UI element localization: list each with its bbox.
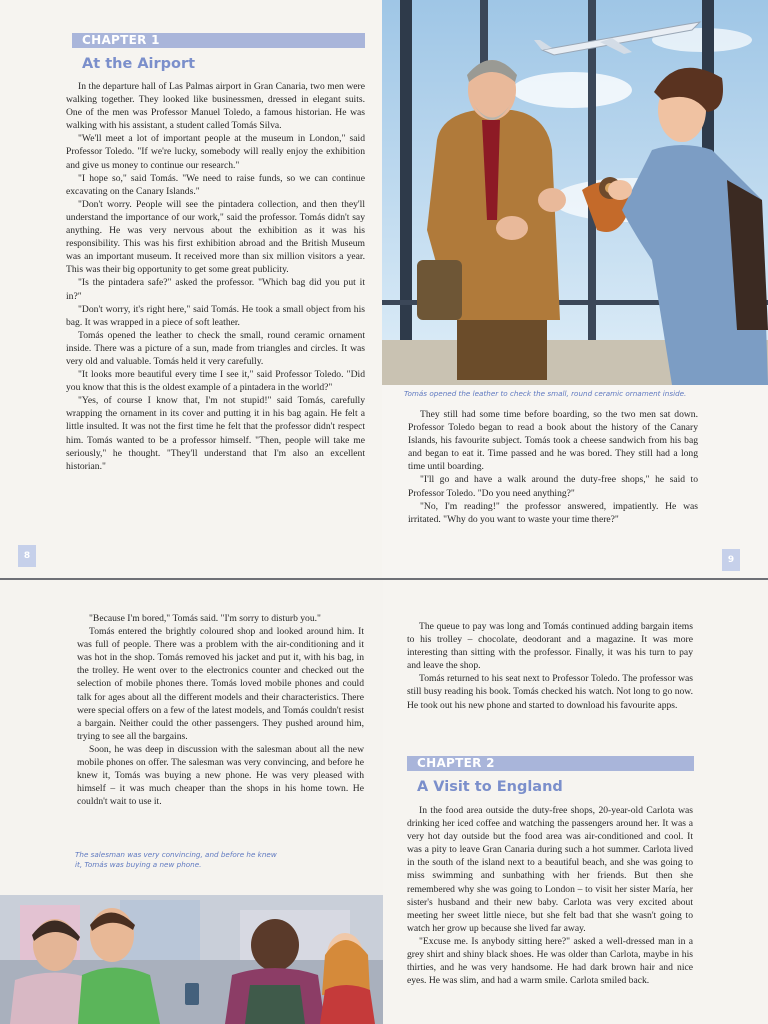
paragraph: "Yes, of course I know that, I'm not stupid!" said Tomás, carefully wrapping the ornament in its cover and putting it in his bag again. He felt a little insulted. It was not the first time he felt that the professor didn't respect him. Tomás wanted to be a professor himself. "Then, people will take me seriously," he thought. "They'll understand that I'm also an excellent historian." [66, 395, 365, 472]
page-number: 8 [18, 545, 36, 567]
paragraph: "It looks more beautiful every time I see it," said Professor Toledo. "Did you know that this is the oldest example of a pintadera in the world?" [66, 369, 365, 394]
paragraph: "Don't worry. People will see the pintadera collection, and then they'll understand the importance of our work," said the professor. Tomás didn't say anything. He was very nervous about the exhibition as it was his responsibility. This was his first exhibition abroad and the British Museum was an important museum. It received more than six million visitors a year. This was their big opportunity to get some great publicity. [66, 198, 365, 276]
illustration-shop-scene [0, 875, 383, 1024]
paragraph: "Because I'm bored," Tomás said. "I'm sorry to disturb you." [89, 613, 321, 624]
chapter-2-label: CHAPTER 2 [407, 756, 694, 771]
paragraph: "Don't worry, it's right here," said Tomás. He took a small object from his bag. It was wrapped in a piece of soft leather. [66, 303, 365, 328]
chapter-2-body [407, 804, 693, 987]
page-10 [0, 580, 383, 1024]
illustration-caption: The salesman was very convincing, and before he knew it, Tomás was buying a new phone. [75, 850, 277, 869]
paragraph: Tomás entered the brightly coloured shop and looked around him. It was full of people. There was a problem with the air-conditioning and it was hot in the shop. Tomás removed his jacket and put it, with his bag, in the trolley. He went over to the electronics counter and checked out the selection of mobile phones there. Tomás loved mobile phones and could talk for ages about all the different models and their characteristics. There were special offers on a few of the latest models, and Tomás couldn't resist a bargain. Neither could the other passengers. They pushed around him, trying to see all the bargains. [77, 626, 364, 742]
paragraph: Tomás opened the leather to check the small, round ceramic ornament inside. There was a picture of a sun, made from triangles and circles. It was very old and valuable. Tomás held it very carefully. [66, 329, 365, 367]
paragraph: Tomás returned to his seat next to Professor Toledo. The professor was still busy reading his book. Tomás checked his watch. Not long to go now. He took out his new phone and started to download his favourite apps. [407, 673, 693, 711]
chapter-2-title: A Visit to England [417, 779, 563, 795]
paragraph: They still had some time before boarding, so the two men sat down. Professor Toledo began to read a book about the history of the Canary Islands, his favourite subject. Tomás took a cheese sandwich from his bag and began to eat it. Time passed and he was bored. They still had a long time until boarding. [408, 409, 698, 473]
illustration-caption: Tomás opened the leather to check the small, round ceramic ornament inside. [404, 389, 687, 398]
page-10-body [77, 612, 364, 808]
paragraph: Soon, he was deep in discussion with the salesman about all the new mobile phones on offer. The salesman was very convincing, and before he knew it, Tomás was buying a new phone. He was very pleased with himself – it was much cheaper than the shops in his home town. He couldn't wait to use it. [77, 743, 364, 808]
chapter-1-label: CHAPTER 1 [72, 33, 365, 48]
page-9-body [408, 408, 698, 526]
page-11-body [407, 620, 693, 712]
paragraph: In the departure hall of Las Palmas airport in Gran Canaria, two men were walking together. They looked like businessmen, dressed in elegant suits. One of the men was Professor Manuel Toledo, a famous historian. He was walking with his assistant, a student called Tomás Silva. [66, 81, 365, 132]
page-8 [0, 0, 382, 578]
chapter-1-title: At the Airport [82, 56, 196, 72]
paragraph: "Excuse me. Is anybody sitting here?" asked a well-dressed man in a grey shirt and shiny black shoes. He was older than Carlota, maybe in his thirties, and he was very handsome. He had dark brown hair and nice eyes. He was slim, and had a warm smile. Carlota smiled back. [407, 935, 693, 987]
paragraph: "I'll go and have a walk around the duty-free shops," he said to Professor Toledo. "Do you need anything?" [408, 474, 698, 499]
page-11 [383, 580, 768, 1024]
page-number: 9 [722, 549, 740, 571]
paragraph: In the food area outside the duty-free shops, 20-year-old Carlota was drinking her iced coffee and watching the passengers around her. It was a very hot day outside but the food area was air-conditioned and cool. It was a pity to leave Gran Canaria during such a hot summer. Carlota lived in the south of the island next to a beautiful beach, and she was going to miss swimming and sunbathing with her friends. But then she remembered why she was going to London – to visit her sister María, her sister's husband and their new baby. Carlota was very excited about meeting her sweet little niece, but she felt bad that she wasn't going to watch her grow up because she lived far away. [407, 805, 693, 934]
page-9 [382, 0, 768, 578]
illustration-airport-scene [382, 0, 768, 385]
chapter-1-body [66, 80, 365, 473]
paragraph: "Is the pintadera safe?" asked the professor. "Which bag did you put it in?" [66, 277, 365, 302]
paragraph: The queue to pay was long and Tomás continued adding bargain items to his trolley – chocolate, deodorant and a magazine. It was more interesting than sitting with the professor. Finally, it was his turn to pay and leave the shop. [407, 621, 693, 672]
paragraph: "We'll meet a lot of important people at the museum in London," said Professor Toledo. "If we're lucky, somebody will really enjoy the exhibition and give us money to continue our research." [66, 133, 365, 171]
paragraph: "I hope so," said Tomás. "We need to raise funds, so we can continue excavating on the Canary Islands." [66, 172, 365, 197]
paragraph: "No, I'm reading!" the professor answered, impatiently. He was irritated. "Why do you want to waste your time there?" [408, 500, 698, 525]
